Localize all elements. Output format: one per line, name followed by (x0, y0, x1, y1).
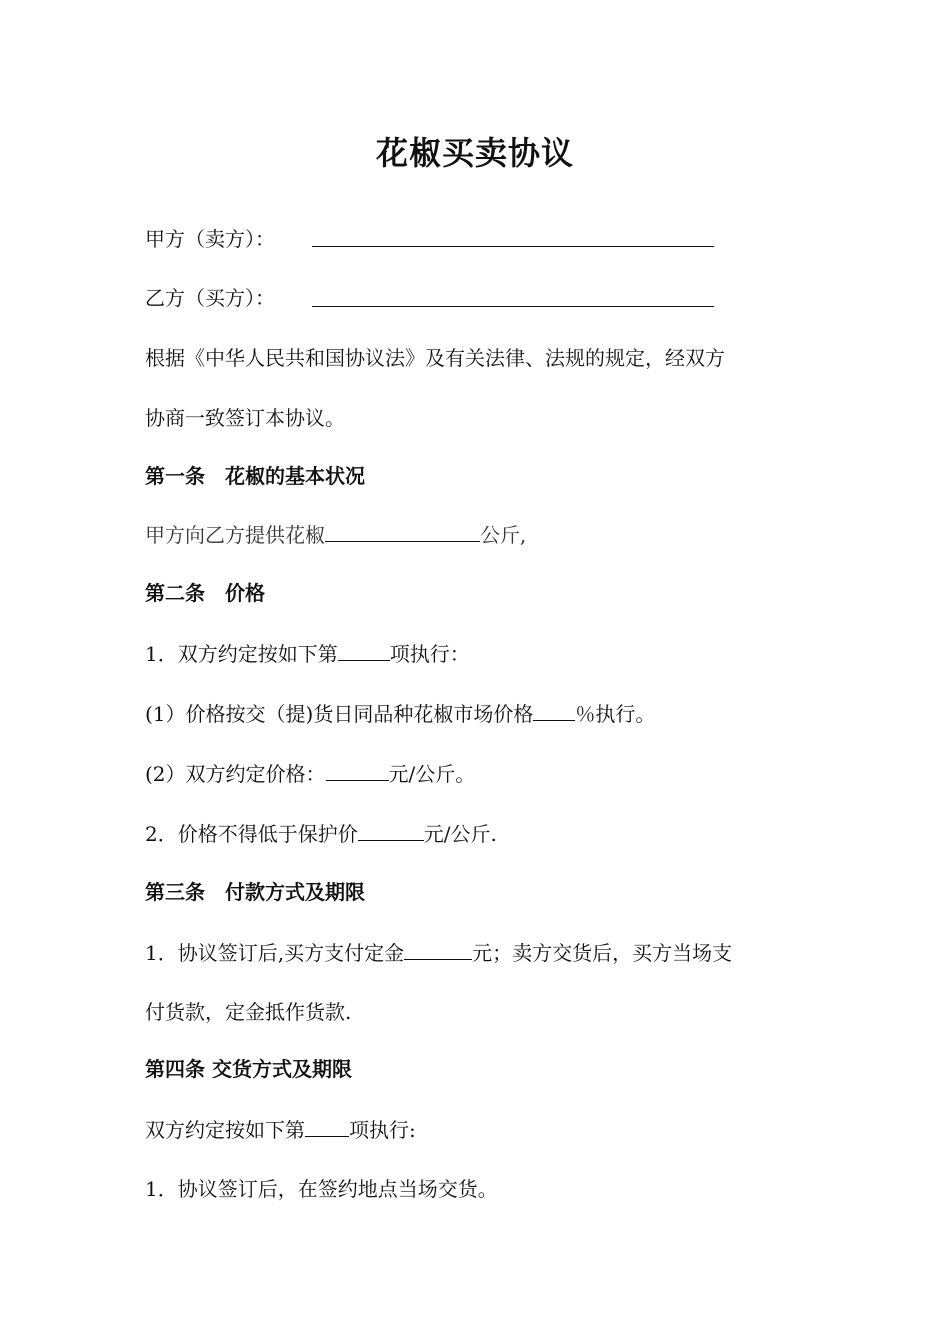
party-a-blank (312, 245, 714, 247)
article-3-item-1 (145, 937, 732, 968)
article-3-item-1-post: 元；卖方交货后，买方当场支 (472, 941, 733, 965)
agreed-price-blank (326, 758, 389, 781)
article-1-text (145, 519, 526, 550)
article-3-heading: 第三条 付款方式及期限 (145, 880, 365, 904)
article-2-item-2-pre: (1）价格按交（提)货日同品种花椒市场价格 (145, 702, 534, 726)
article-4-intro (145, 1114, 416, 1145)
delivery-option-blank (305, 1114, 349, 1137)
party-b-label: 乙方（买方）： (145, 286, 275, 310)
article-2-item-1 (145, 638, 470, 669)
document-title: 花椒买卖协议 (375, 134, 574, 172)
article-1-text-pre: 甲方向乙方提供花椒 (145, 523, 325, 547)
article-3-item-1-cont: 付货款，定金抵作货款. (145, 1000, 352, 1024)
percent-blank (533, 698, 575, 721)
party-b-blank (312, 305, 714, 307)
article-2-item-1-post: 项执行： (389, 642, 470, 666)
quantity-blank (325, 519, 480, 542)
intro-line-2: 协商一致签订本协议。 (145, 406, 345, 430)
article-2-heading: 第二条 价格 (145, 581, 265, 605)
party-a-label: 甲方（卖方）： (145, 227, 275, 251)
protection-price-blank (358, 818, 424, 841)
article-2-item-2-post: ％执行。 (575, 702, 656, 726)
deposit-blank (404, 937, 472, 960)
article-4-intro-pre: 双方约定按如下第 (145, 1118, 305, 1142)
article-2-item-1-pre: 1．双方约定按如下第 (145, 642, 338, 666)
article-4-intro-post: 项执行: (349, 1118, 416, 1142)
article-2-item-3-post: 元/公斤。 (388, 762, 476, 786)
option-blank (338, 638, 390, 661)
article-1-text-post: 公斤, (480, 523, 527, 547)
article-2-item-4 (145, 818, 497, 849)
article-3-item-1-pre: 1．协议签订后,买方支付定金 (145, 941, 405, 965)
article-1-heading: 第一条 花椒的基本状况 (145, 464, 365, 488)
article-2-item-2 (145, 698, 655, 729)
article-2-item-3 (145, 758, 475, 789)
article-2-item-3-pre: (2）双方约定价格： (145, 762, 326, 786)
intro-line-1: 根据《中华人民共和国协议法》及有关法律、法规的规定，经双方 (145, 346, 725, 370)
article-4-heading: 第四条 交货方式及期限 (145, 1057, 352, 1081)
article-4-item-1: 1．协议签订后，在签约地点当场交货。 (145, 1177, 498, 1201)
article-2-item-4-pre: 2．价格不得低于保护价 (145, 822, 358, 846)
article-2-item-4-post: 元/公斤. (423, 822, 497, 846)
